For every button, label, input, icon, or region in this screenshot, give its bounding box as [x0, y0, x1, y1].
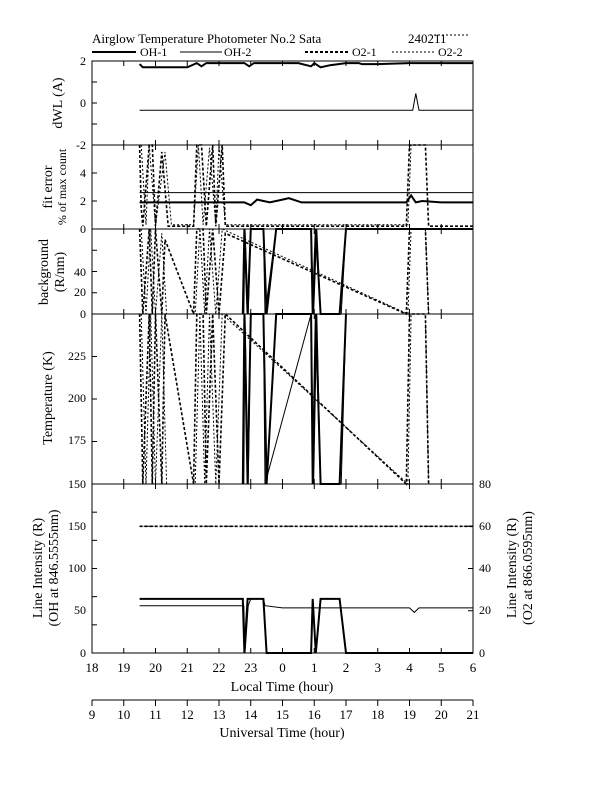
- x-tick-label-ut: 9: [88, 707, 96, 722]
- x-tick-label-local: 1: [311, 660, 318, 675]
- series-fit-o22: [141, 145, 473, 225]
- tick-label: 225: [68, 349, 86, 363]
- tick-label: 0: [80, 222, 86, 236]
- tick-label: 150: [68, 477, 86, 491]
- legend-label-oh1: OH-1: [140, 45, 168, 59]
- ylabel-dwl: dWL (A): [51, 77, 66, 129]
- x-tick-label-ut: 11: [149, 707, 162, 722]
- series-intensity-oh1: [140, 599, 473, 653]
- x-tick-label-ut: 17: [339, 707, 353, 722]
- ylabel-int-left-2: (OH at 846.5555nm): [47, 509, 62, 627]
- xlabel-ut: Universal Time (hour): [219, 726, 345, 741]
- ticks-intensity-left: [68, 519, 86, 660]
- chart-date: 240211: [408, 31, 447, 46]
- panel-frame-dwl: [92, 61, 473, 145]
- tick-label: 0: [479, 646, 485, 660]
- tick-label: 40: [479, 561, 491, 575]
- tick-label: 0: [80, 96, 86, 110]
- legend-label-o21: O2-1: [352, 45, 377, 59]
- x-tick-label-ut: 16: [307, 707, 321, 722]
- series-temp-o21: [140, 314, 429, 484]
- ticks-intensity-right: [479, 477, 491, 660]
- xlabel-local: Local Time (hour): [230, 680, 334, 695]
- series-dwl-oh2: [140, 94, 473, 111]
- tick-label: 200: [68, 391, 86, 405]
- legend-label-o22: O2-2: [438, 45, 463, 59]
- panel-frame-bg: [92, 229, 473, 314]
- axis-ticks: [92, 61, 473, 706]
- tick-label: 100: [68, 561, 86, 575]
- tick-label: 2: [80, 194, 86, 208]
- series-fit-oh1: [140, 195, 473, 205]
- x-tick-label-local: 21: [180, 660, 194, 675]
- x-tick-label-local: 23: [244, 660, 258, 675]
- tick-label: 60: [479, 519, 491, 533]
- tick-label: 50: [74, 603, 86, 617]
- x-tick-label-ut: 13: [212, 707, 226, 722]
- tick-label: 20: [479, 603, 491, 617]
- x-tick-label-local: 20: [149, 660, 162, 675]
- ticks-temp: [68, 349, 86, 491]
- x-tick-label-ut: 14: [244, 707, 258, 722]
- chart-title: Airglow Temperature Photometer No.2 Sata: [92, 31, 322, 46]
- ylabel-int-right-2: (O2 at 866.0595nm): [521, 511, 536, 625]
- series-bg-oh2: [244, 229, 473, 314]
- tick-label: 2: [80, 54, 86, 68]
- ticks-dwl: [76, 54, 86, 152]
- series-bg-o21: [140, 229, 429, 314]
- series-bg-o22: [141, 229, 428, 314]
- x-tick-label-local: 6: [469, 660, 477, 675]
- ylabel-fit-1: fit error: [41, 165, 56, 209]
- series-temp-o22: [141, 314, 428, 484]
- ylabel-int-right-1: Line Intensity (R): [505, 517, 520, 619]
- ylabel-int-left-1: Line Intensity (R): [31, 517, 46, 619]
- x-tick-label-local: 2: [342, 660, 350, 675]
- tick-label: -2: [76, 138, 86, 152]
- tick-label: 175: [68, 433, 86, 447]
- x-tick-label-ut: 19: [403, 707, 416, 722]
- x-tick-label-ut: 20: [434, 707, 448, 722]
- x-tick-label-ut: 10: [117, 707, 131, 722]
- ylabel-bg-2: (R/nm): [53, 251, 68, 293]
- x-tick-label-ut: 18: [371, 707, 385, 722]
- legend-label-oh2: OH-2: [224, 45, 252, 59]
- x-tick-label-local: 18: [85, 660, 99, 675]
- x-tick-label-local: 19: [117, 660, 131, 675]
- panel-frame-intensity: [92, 484, 473, 653]
- x-tick-label-local: 5: [438, 660, 445, 675]
- ylabel-bg-1: background: [37, 238, 52, 306]
- series-dwl-oh1: [140, 63, 473, 67]
- tick-label: 20: [74, 285, 86, 299]
- x-tick-label-local: 0: [279, 660, 286, 675]
- series-temp-oh2: [244, 314, 346, 484]
- series-bg-oh1: [243, 229, 473, 314]
- tick-label: 0: [80, 307, 86, 321]
- panel-frame-fit: [92, 145, 473, 229]
- x-tick-label-ut: 21: [466, 707, 480, 722]
- x-tick-label-ut: 15: [276, 707, 289, 722]
- ylabel-fit-2: % of max count: [55, 148, 69, 226]
- series-intensity-oh2: [140, 599, 473, 653]
- legend: [92, 45, 463, 59]
- x-tick-label-ut: 12: [180, 707, 194, 722]
- x-tick-label-local: 4: [406, 660, 413, 675]
- data-series: [140, 63, 473, 653]
- tick-label: 4: [80, 166, 86, 180]
- ylabel-temp: Temperature (K): [41, 351, 56, 445]
- ticks-bg: [74, 265, 86, 321]
- tick-label: 150: [68, 519, 86, 533]
- tick-label: 0: [80, 646, 86, 660]
- series-temp-oh1: [243, 314, 346, 484]
- tick-label: 40: [74, 265, 86, 279]
- series-fit-o21: [140, 145, 473, 226]
- x-tick-label-local: 22: [212, 660, 226, 675]
- ticks-fit: [80, 166, 86, 236]
- x-tick-label-local: 3: [374, 660, 381, 675]
- tick-label: 80: [479, 477, 491, 491]
